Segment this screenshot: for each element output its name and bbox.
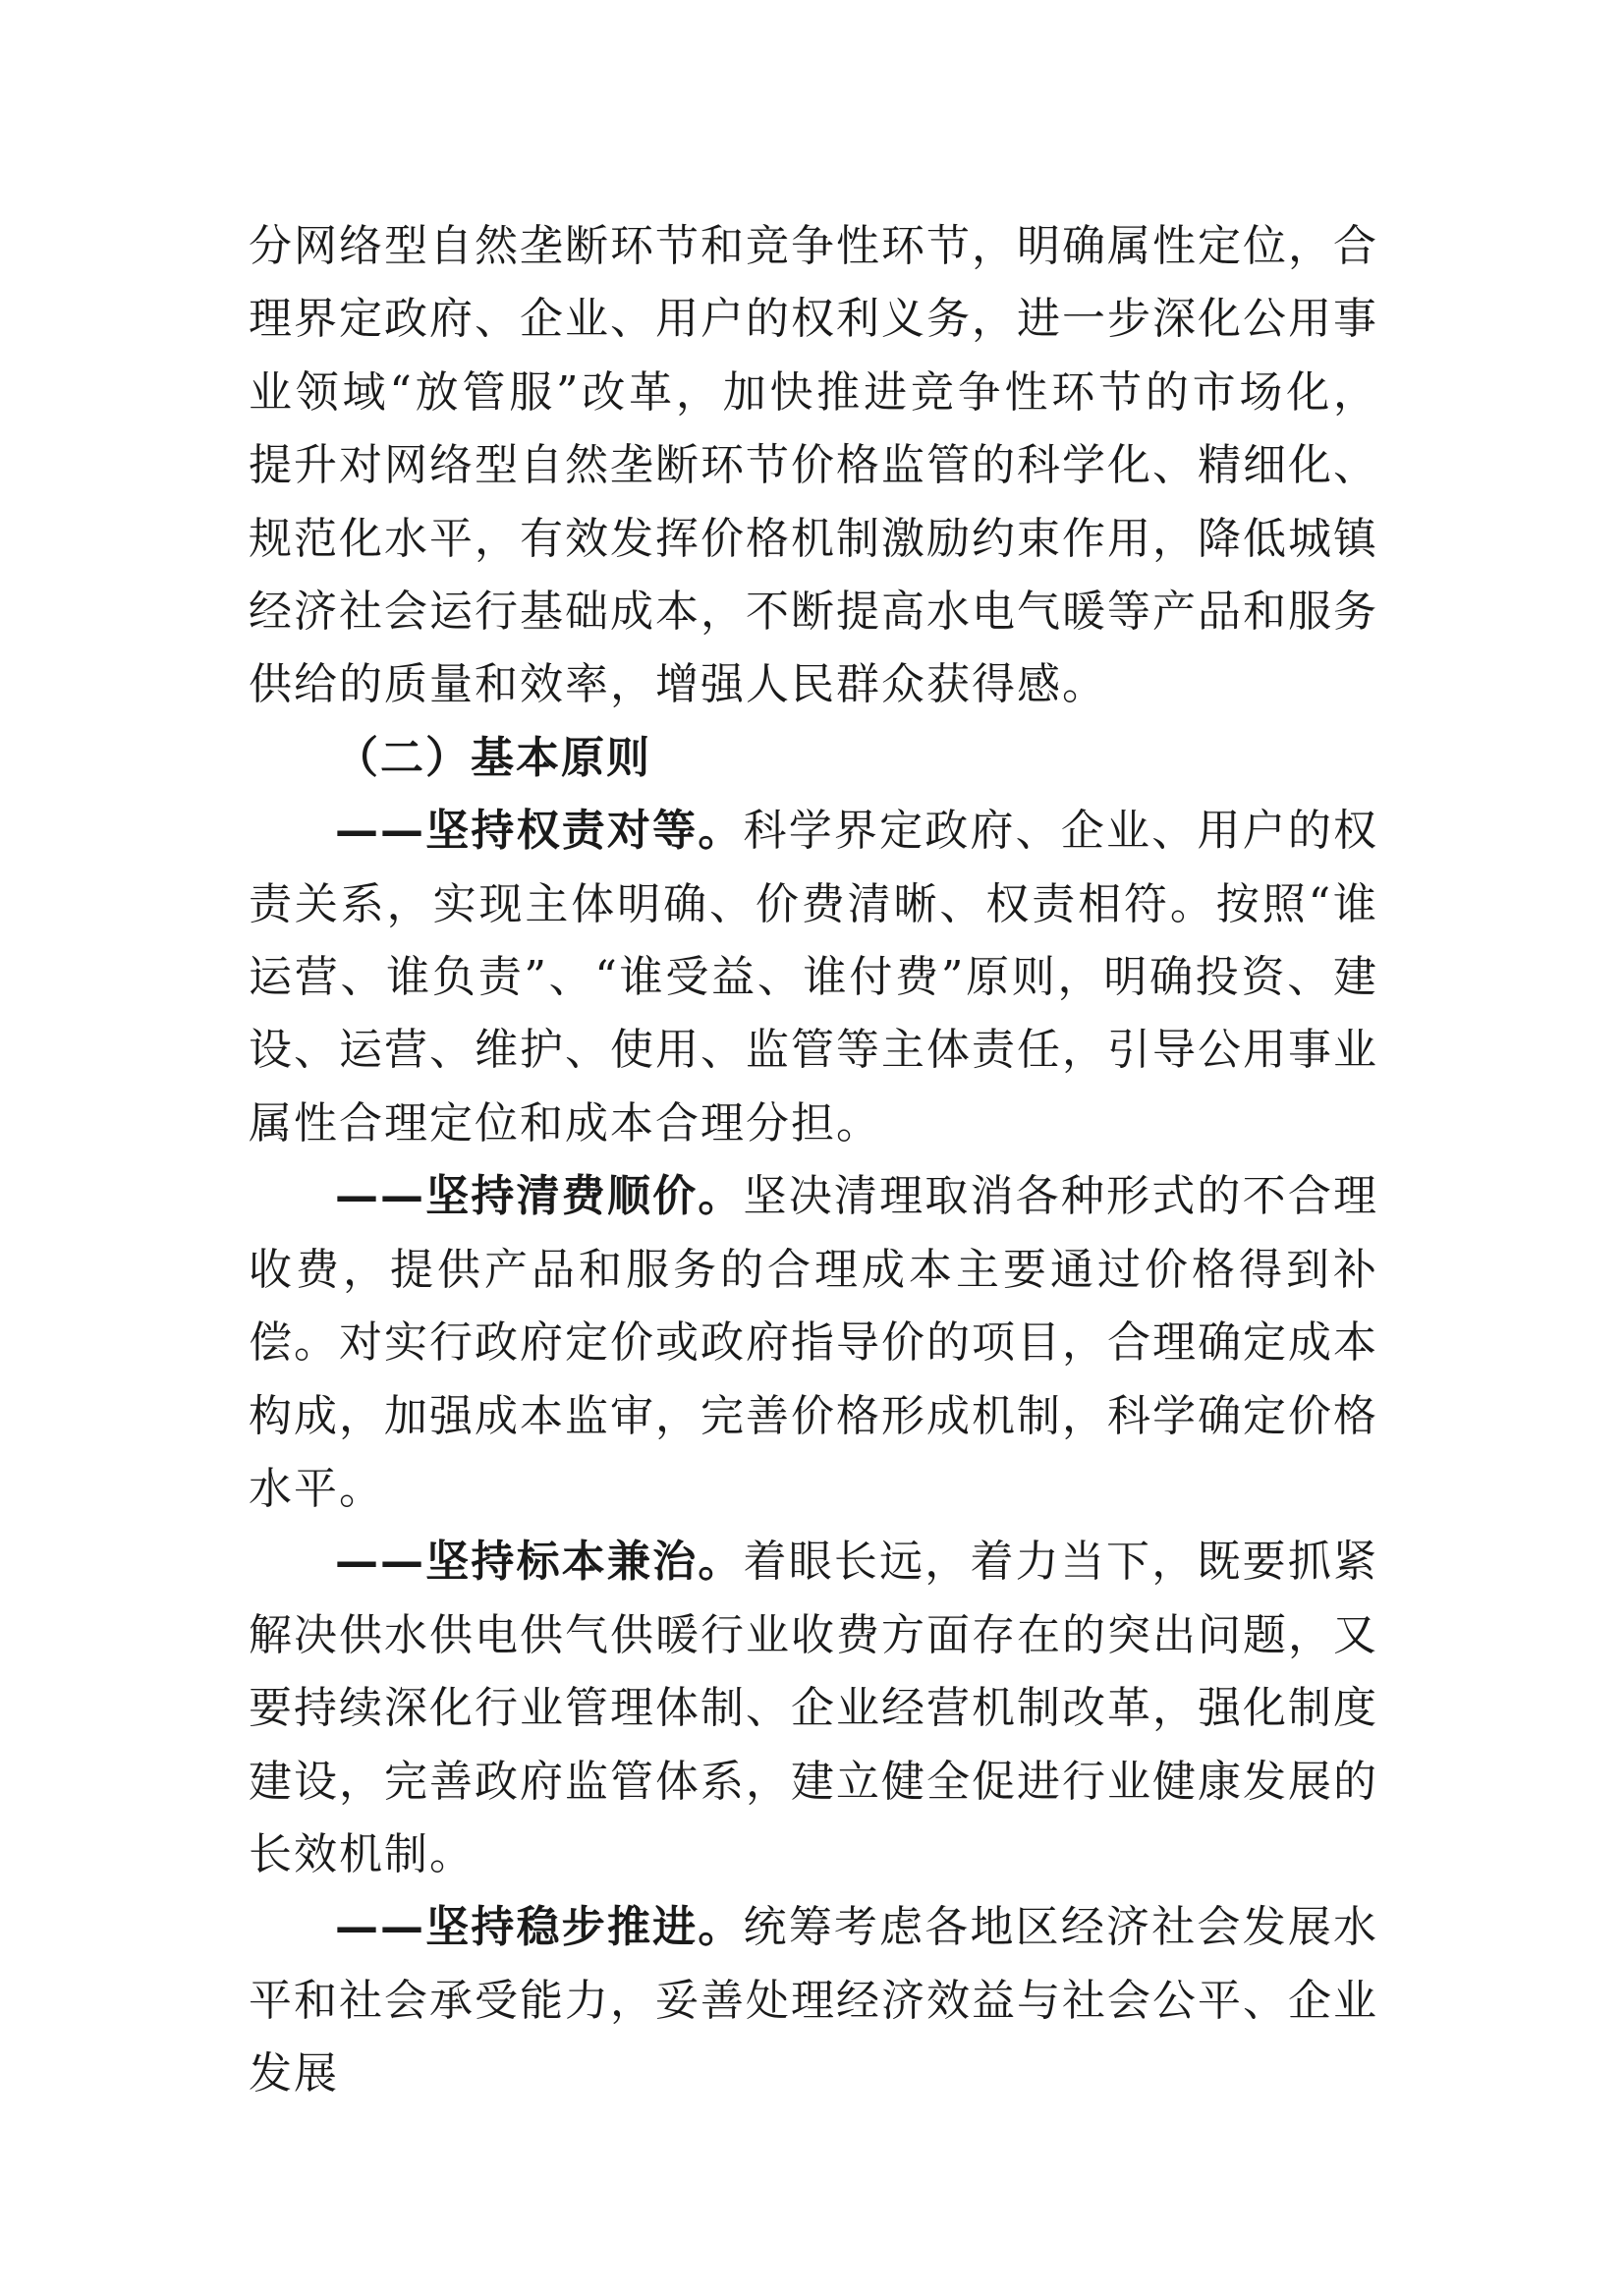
principle-text: 着眼长远，着力当下，既要抓紧解决供水供电供气供暖行业收费方面存在的突出问题，又要持续深化行业管理体制、企业经营机制改革，强化制度建设，完善政府监管体系，建立健全促进行业健康发展的长效机制。	[249, 1537, 1379, 1879]
principle-clear-fees	[249, 1160, 1378, 1526]
paragraph-goals-continuation	[249, 210, 1378, 722]
document-body	[249, 210, 1378, 2111]
principle-text: 坚决清理取消各种形式的不合理收费，提供产品和服务的合理成本主要通过价格得到补偿。对实行政府定价或政府指导价的项目，合理确定成本构成，加强成本监审，完善价格形成机制，科学确定价格水平。	[249, 1171, 1379, 1514]
principle-text: 统筹考虑各地区经济社会发展水平和社会承受能力，妥善处理经济效益与社会公平、企业发展	[249, 1902, 1379, 2100]
section-heading-basic-principles: （二）基本原则	[335, 732, 651, 783]
principle-lead: ——坚持权责对等。	[335, 806, 744, 857]
principle-root-and-symptom	[249, 1526, 1378, 1891]
paragraph-text: 分网络型自然垄断环节和竞争性环节，明确属性定位，合理界定政府、企业、用户的权利义务，进一步深化公用事业领域“放管服”改革，加快推进竞争性环节的市场化，提升对网络型自然垄断环节价格监管的科学化、精细化、规范化水平，有效发挥价格机制激励约束作用，降低城镇经济社会运行基础成本，不断提高水电气暖等产品和服务供给的质量和效率，增强人民群众获得感。	[249, 221, 1378, 710]
principle-lead: ——坚持清费顺价。	[335, 1171, 744, 1222]
principle-lead: ——坚持标本兼治。	[335, 1537, 744, 1588]
principle-lead: ——坚持稳步推进。	[335, 1902, 744, 1953]
principle-rights-responsibilities	[249, 795, 1378, 1160]
principle-steady-progress	[249, 1891, 1378, 2110]
principle-text: 科学界定政府、企业、用户的权责关系，实现主体明确、价费清晰、权责相符。按照“谁运营、谁负责”、“谁受益、谁付费”原则，明确投资、建设、运营、维护、使用、监管等主体责任，引导公用事业属性合理定位和成本合理分担。	[249, 806, 1379, 1148]
